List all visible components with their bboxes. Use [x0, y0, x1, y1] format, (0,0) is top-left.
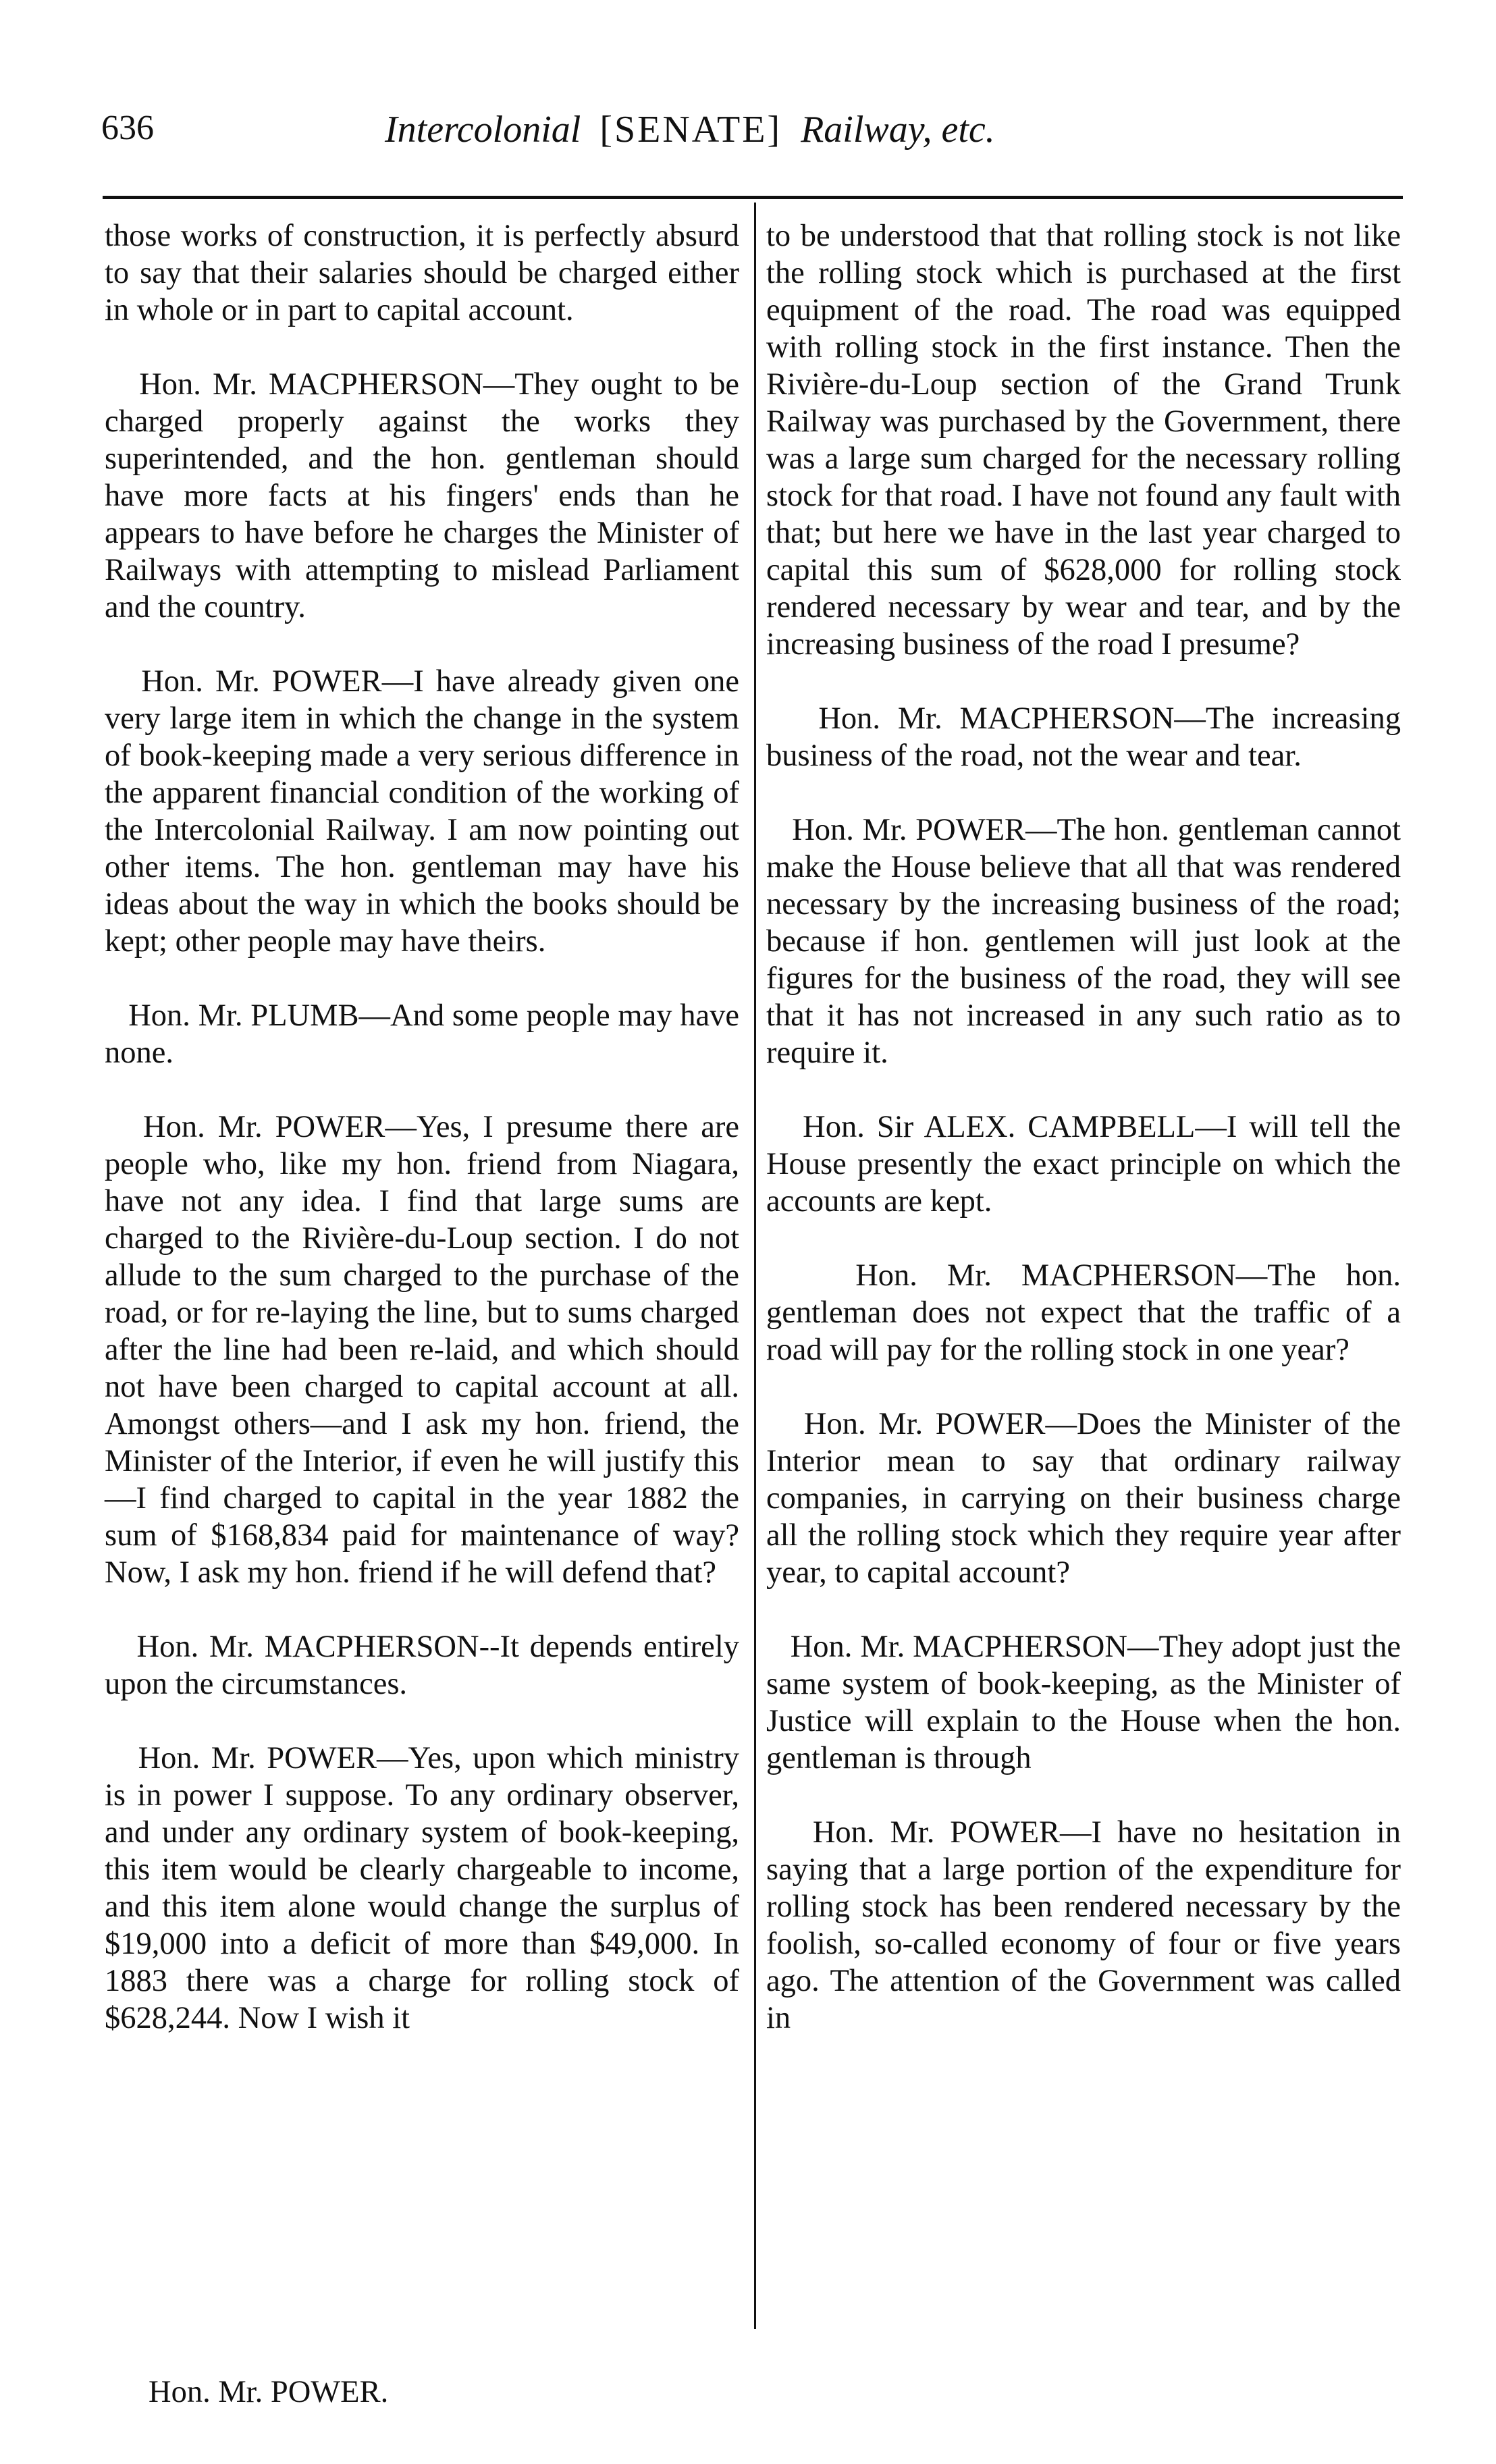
paragraph [105, 1108, 739, 1591]
paragraph [105, 366, 739, 626]
paragraph-text: —The hon. gentleman does not expect that the traffic of a road will pay for the rolling stock in one year? [766, 1258, 1401, 1367]
paragraph-text: —They adopt just the same system of book-keeping, as the Minister of Justice will explain to the House when the hon. gentleman is through [766, 1630, 1401, 1775]
paragraph-text: —Does the Minister of the Interior mean to say that ordinary railway companies, in carrying on their business charge all the rolling stock which they require year after year, to capital account? [766, 1407, 1401, 1590]
left-column [105, 217, 739, 2074]
paragraph [766, 700, 1401, 774]
paragraph-text: —I have no hesitation in saying that a large portion of the expenditure for rolling stock has been rendered necessary by the foolish, so-called economy of four or five years ago. The attention of the Government was called in [766, 1815, 1401, 2035]
paragraph-text: —And some people may have none. [105, 998, 739, 1070]
paragraph [105, 217, 739, 329]
paragraph-text: —Yes, upon which ministry is in power I suppose. To any ordinary observer, and under any ordinary system of book-keeping, this item would be clearly chargeable to income, and this item alone would change the surplus of $19,000 into a deficit of more than $49,000. In 1883 there was a charge for rolling stock of $628,244. Now I wish it [105, 1741, 739, 2035]
speaker-name: Hon. Mr. MACPHERSON [790, 1630, 1127, 1664]
column-divider [754, 203, 756, 2329]
speaker-name: Hon. Mr. PLUMB [128, 998, 359, 1033]
running-title-right: Railway, etc. [801, 109, 995, 151]
paragraph-text: those works of construction, it is perfectly absurd to say that their salaries should be charged either in whole or in part to capital account. [105, 219, 739, 327]
page-header [101, 108, 1404, 169]
paragraph [766, 811, 1401, 1071]
paragraph-text: --It depends entirely upon the circumstances. [105, 1630, 739, 1701]
running-title-left: Intercolonial [385, 109, 581, 151]
page-number: 636 [101, 109, 154, 147]
speaker-name: Hon. Mr. MACPHERSON [136, 1630, 479, 1664]
header-rule [103, 196, 1403, 199]
paragraph-text: —I have already given one very large item in which the change in the system of book-keeping made a very serious difference in the apparent financial condition of the working of the Intercolonial Railway. I am now pointing out other items. The hon. gentleman may have his ideas about the way in which the books should be kept; other people may have theirs. [105, 664, 739, 959]
speaker-name: Hon. Mr. MACPHERSON [139, 367, 483, 402]
paragraph-text: —The increasing business of the road, not the wear and tear. [766, 701, 1401, 773]
paragraph [105, 663, 739, 960]
paragraph [766, 1257, 1401, 1368]
paragraph [766, 1628, 1401, 1777]
running-title-center: [SENATE] [599, 109, 782, 151]
speaker-name: Hon. Sir ALEX. CAMPBELL [803, 1110, 1196, 1144]
paragraph [766, 1814, 1401, 2037]
paragraph [105, 1628, 739, 1703]
speaker-name: Hon. Mr. POWER [138, 1741, 377, 1775]
catchword: Hon. Mr. POWER. [149, 2375, 389, 2409]
paragraph [766, 1108, 1401, 1220]
paragraph-text: to be understood that that rolling stock is not like the rolling stock which is purchased at the first equipment of the road. The road was equipped with rolling stock in the first instance. Then the Rivière-du-Loup section of the Grand Trunk Railway was purchased by the Government, there was a large sum charged for the necessary rolling stock for that road. I have not found any fault with that; but here we have in the last year charged to capital this sum of $628,000 for rolling stock rendered necessary by wear and tear, and by the increasing business of the road I presume? [766, 219, 1401, 662]
running-title [385, 108, 995, 151]
paragraph-text: —I will tell the House presently the exact principle on which the accounts are kept. [766, 1110, 1401, 1218]
speaker-name: Hon. Mr. POWER [141, 664, 382, 699]
speaker-name: Hon. Mr. MACPHERSON [818, 701, 1175, 736]
paragraph-text: —The hon. gentleman cannot make the House believe that all that was rendered necessary by the increasing business of the road; because if hon. gentlemen will just look at the figures for the business of the road, they will see that it has not increased in any such ratio as to require it. [766, 813, 1401, 1070]
paragraph-text: —They ought to be charged properly against the works they superintended, and the hon. gentleman should have more facts at his fingers' ends than he appears to have before he charges the Minister of Railways with attempting to mislead Parliament and the country. [105, 367, 740, 624]
paragraph [766, 1405, 1401, 1591]
speaker-name: Hon. Mr. POWER [812, 1815, 1061, 1850]
right-column [766, 217, 1401, 2074]
speaker-name: Hon. Mr. MACPHERSON [855, 1258, 1236, 1293]
paragraph [105, 997, 739, 1071]
paragraph [105, 1740, 739, 2037]
speaker-name: Hon. Mr. POWER [792, 813, 1026, 847]
paragraph-text: —Yes, I presume there are people who, like my hon. friend from Niagara, have not any idea. I find that large sums are charged to the Rivière-du-Loup section. I do not allude to the sum charged to the purchase of the road, or for re-laying the line, but to sums charged after the line had been re-laid, and which should not have been charged to capital account at all. Amongst others—and I ask my hon. friend, the Minister of the Interior, if even he will justify this—I find charged to capital in the year 1882 the sum of $168,834 paid for maintenance of way? Now, I ask my hon. friend if he will defend that? [105, 1110, 739, 1590]
speaker-name: Hon. Mr. POWER [143, 1110, 385, 1144]
paragraph [766, 217, 1401, 663]
speaker-name: Hon. Mr. POWER [803, 1407, 1046, 1441]
